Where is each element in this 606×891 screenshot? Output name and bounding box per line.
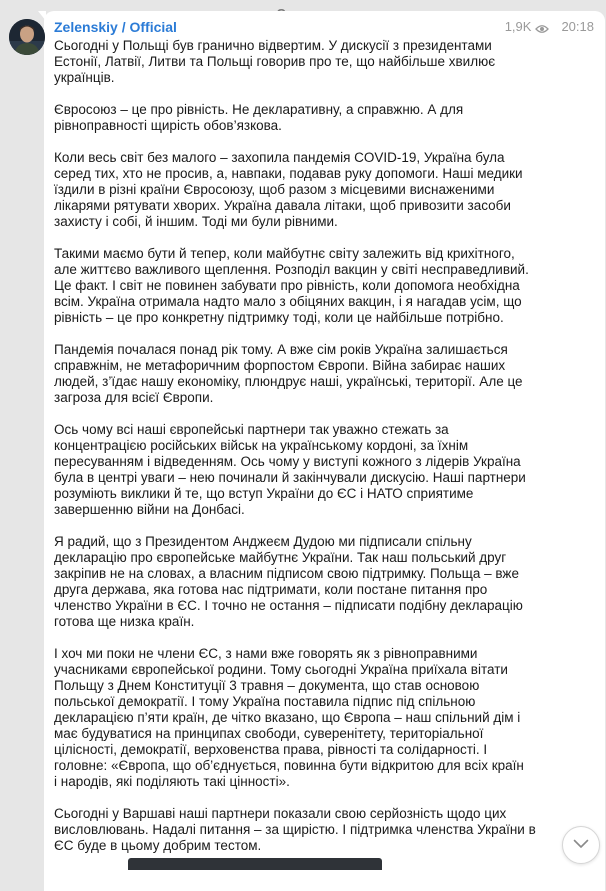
message-meta — [505, 19, 594, 34]
view-count: 1,9K — [504, 19, 532, 34]
chevron-down-icon — [573, 836, 589, 854]
post-text — [54, 38, 542, 870]
paragraph: І хоч ми поки не члени ЄС, з нами вже говорять як з рівноправними учасниками європейської родини. Тому сьогодні Україна приїхала вітати Польщу з Днем Конституції 3 травня – документа, що став основою польської демократії. І тому Україна поставила підпис під спільною декларацією п’яти країн, де чітко вказано, що Європа – наш спільний дім і має будуватися на принципах свободи, суверенітету, територіальної цілісності, демократії, верховенства права, рівності та солідарності. І головне: «Європа, що об’єднується, повинна бути відкритою для всіх країн і народів, які поділяють такі цінності». — [54, 646, 524, 789]
channel-avatar[interactable] — [9, 19, 45, 55]
scroll-down-button[interactable] — [562, 826, 600, 864]
message-time: 20:18 — [561, 19, 594, 34]
paragraph: Такими маємо бути й тепер, коли майбутнє світу залежить від крихітного, але життєво важливого щеплення. Розподіл вакцин у світі несправедливий. Це факт. І світ не повинен забувати про рівність, коли допомога необхідна всім. Україна отримала надто мало з обіцяних вакцин, і я нагадав усім, що рівність – це про конкретну підтримку тоді, коли це найбільше потрібно. — [54, 246, 529, 325]
attached-image[interactable] — [128, 858, 382, 870]
eye-icon — [535, 22, 549, 32]
paragraph: Пандемія почалася понад рік тому. А вже сім років Україна залишається справжнім, не метафоричним форпостом Європи. Війна забирає наших людей, з’їдає нашу економіку, плюндрує наші, українські, території. Але це загроза для всієї Європи. — [54, 342, 523, 405]
paragraph: Ось чому всі наші європейські партнери так уважно стежать за концентрацією російських військ на українському кордоні, за їхнім пересуванням і відведенням. Ось чому у виступі кожного з лідерів Україна була в центрі уваги – нею починали й закінчували дискусію. Наші партнери розуміють виклики й те, що вступ України до ЄС і НАТО сприятиме завершенню війни на Донбасі. — [54, 422, 526, 517]
paragraph: Євросоюз – це про рівність. Не декларативну, а справжню. А для рівноправності щирість обов’язкова. — [54, 102, 464, 133]
paragraph: Я радий, що з Президентом Анджеєм Дудою ми підписали спільну декларацію про європейське майбутнє України. Так наш польський друг закріпив не на словах, а власним підписом свою підтримку. Польща – вже друга держава, яка готова нас підтримати, коли постане питання про членство України в ЄС. І точно не остання – підписати подібну декларацію готова ще низка країн. — [54, 534, 523, 629]
paragraph: Сьогодні у Варшаві наші партнери показали свою серйозність щодо цих висловлювань. Надалі питання – за щирістю. І підтримка членства України в ЄС буде в цьому добрим тестом. — [54, 806, 536, 853]
paragraph: Сьогодні у Польщі був гранично відвертим. У дискусії з президентами Естонії, Латвії, Литви та Польщі говорив про те, що найбільше хвилює українців. — [54, 38, 496, 85]
paragraph: Коли весь світ без малого – захопила пандемія COVID-19, Україна була серед тих, хто не просив, а, навпаки, подавав руку допомоги. Наші медики їздили в різні країни Євросоюзу, щоб разом з місцевими виснаженими лікарями рятувати хворих. Україна давала літаки, щоб привозити засоби захисту і собі, й іншим. Тоді ми були рівними. — [54, 150, 523, 229]
channel-name[interactable]: Zelenskiy / Official — [54, 19, 177, 35]
